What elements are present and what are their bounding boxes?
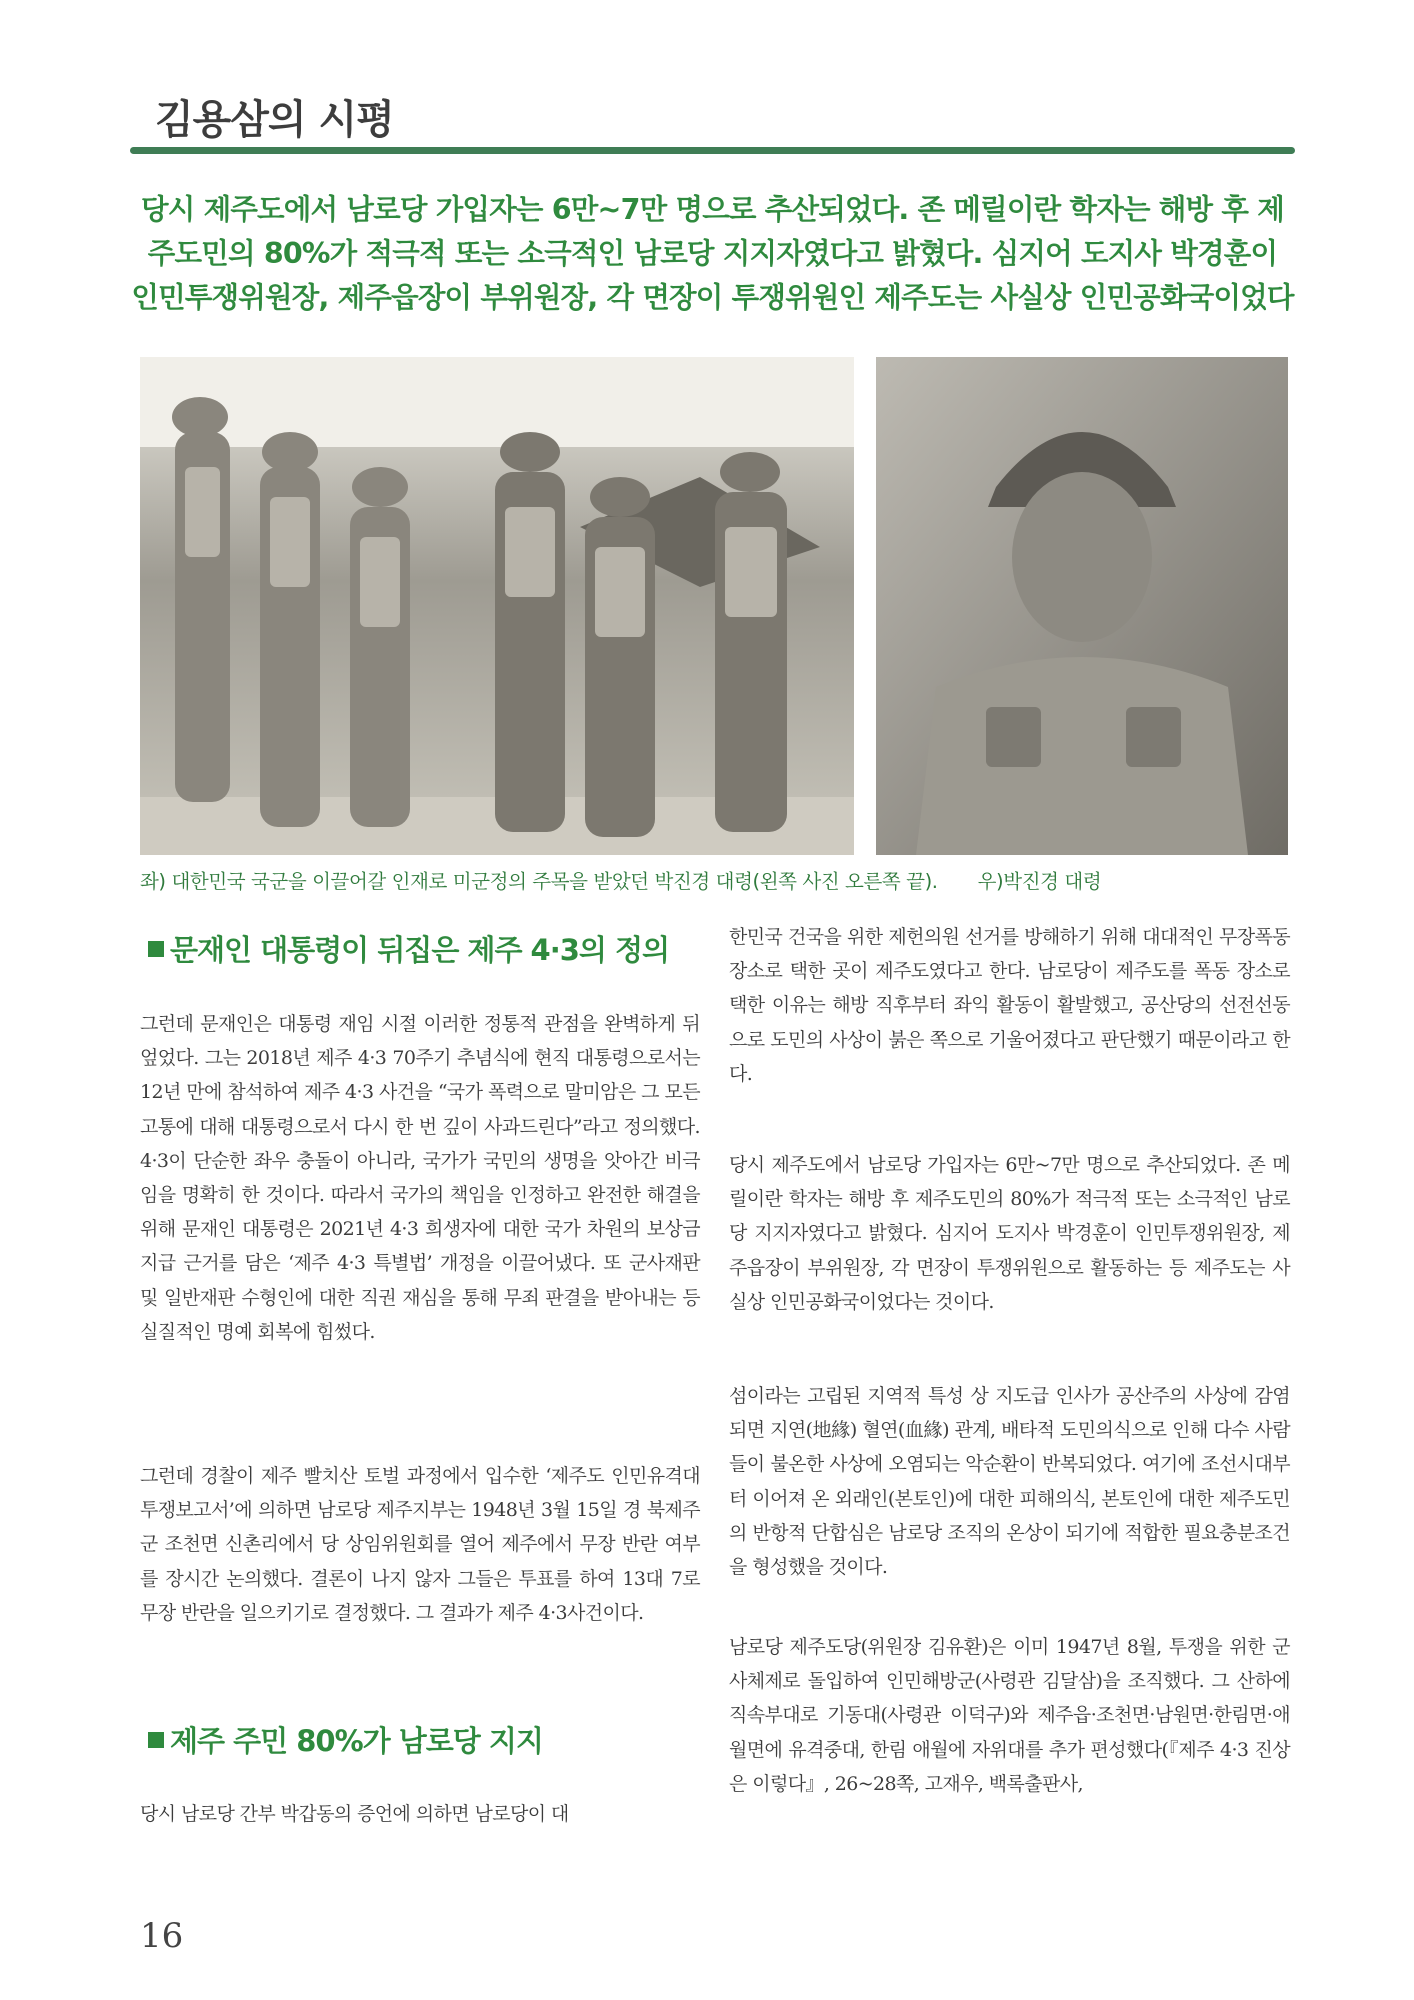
right-paragraph-4: 남로당 제주도당(위원장 김유환)은 이미 1947년 8월, 투쟁을 위한 군사체제로 돌입하여 인민해방군(사령관 김달삼)을 조직했다. 그 산하에 직속부대로 기동대(사령관 이덕구)와 제주읍·조천면·남원면·한림면·애월면에 유격중대, 한림 애월에 자위대를 추가 편성했다(『제주 4·3 진상은 이렇다』, 26~28쪽, 고재우, 백록출판사, [729, 1636, 1290, 1795]
caption-right: 우)박진경 대령 [977, 870, 1102, 893]
pull-quote: 당시 제주도에서 남로당 가입자는 6만~7만 명으로 추산되었다. 존 메릴이란 학자는 해방 후 제주도민의 80%가 적극적 또는 소극적인 남로당 지지자였다고 밝혔다. 심지어 도지사 박경훈이 인민투쟁위원장, 제주읍장이 부위원장, 각 면장이 투쟁위원인 제주도는 사실상 인민공화국이었다 [131, 193, 1294, 314]
right-paragraph-2: 당시 제주도에서 남로당 가입자는 6만~7만 명으로 추산되었다. 존 메릴이란 학자는 해방 후 제주도민의 80%가 적극적 또는 소극적인 남로당 지지자였다고 밝혔다. 심지어 도지사 박경훈이 인민투쟁위원장, 제주읍장이 부위원장, 각 면장이 투쟁위원으로 활동하는 등 제주도는 사실상 인민공화국이었다는 것이다. [729, 1154, 1290, 1313]
photo-caption [140, 866, 1290, 894]
portrait-photo [876, 357, 1288, 855]
square-bullet-icon [148, 941, 164, 957]
left-paragraph-3: 당시 남로당 간부 박갑동의 증언에 의하면 남로당이 대 [140, 1803, 569, 1825]
left-paragraph-1: 그런데 문재인은 대통령 재임 시절 이러한 정통적 관점을 완벽하게 뒤엎었다. 그는 2018년 제주 4·3 70주기 추념식에 현직 대통령으로서는 12년 만에 참석하여 제주 4·3 사건을 “국가 폭력으로 말미암은 그 모든 고통에 대해 대통령으로서 다시 한 번 깊이 사과드린다”라고 정의했다. 4·3이 단순한 좌우 충돌이 아니라, 국가가 국민의 생명을 앗아간 비극임을 명확히 한 것이다. 따라서 국가의 책임을 인정하고 완전한 해결을 위해 문재인 대통령은 2021년 4·3 희생자에 대한 국가 차원의 보상금 지급 근거를 담은 ‘제주 4·3 특별법’ 개정을 이끌어냈다. 또 군사재판 및 일반재판 수형인에 대한 직권 재심을 통해 무죄 판결을 받아내는 등 실질적인 명예 회복에 힘썼다. [140, 1013, 700, 1343]
subhead-2 [148, 1719, 543, 1760]
page-number: 16 [140, 1916, 184, 1956]
title-rule [130, 147, 1295, 154]
square-bullet-icon [148, 1732, 164, 1748]
subhead-1-text: 문재인 대통령이 뒤집은 제주 4·3의 정의 [170, 933, 670, 967]
right-paragraph-3: 섬이라는 고립된 지역적 특성 상 지도급 인사가 공산주의 사상에 감염되면 지연(地緣) 혈연(血緣) 관계, 배타적 도민의식으로 인해 다수 사람들이 불온한 사상에 오염되는 악순환이 반복되었다. 여기에 조선시대부터 이어져 온 외래인(본토인)에 대한 피해의식, 본토인에 대한 제주도민의 반항적 단합심은 남로당 조직의 온상이 되기에 적합한 필요충분조건을 형성했을 것이다. [729, 1385, 1290, 1579]
group-photo [140, 357, 854, 855]
section-title: 김용삼의 시평 [155, 97, 394, 143]
right-paragraph-1: 한민국 건국을 위한 제헌의원 선거를 방해하기 위해 대대적인 무장폭동 장소로 택한 곳이 제주도였다고 한다. 남로당이 제주도를 폭동 장소로 택한 이유는 해방 직후부터 좌익 활동이 활발했고, 공산당의 선전선동으로 도민의 사상이 붉은 쪽으로 기울어졌다고 판단했기 때문이라고 한다. [729, 926, 1290, 1085]
caption-left: 좌) 대한민국 국군을 이끌어갈 인재로 미군정의 주목을 받았던 박진경 대령(왼쪽 사진 오른쪽 끝). [140, 870, 938, 893]
subhead-2-text: 제주 주민 80%가 남로당 지지 [170, 1724, 543, 1758]
subhead-1 [148, 928, 669, 969]
left-paragraph-2: 그런데 경찰이 제주 빨치산 토벌 과정에서 입수한 ‘제주도 인민유격대 투쟁보고서’에 의하면 남로당 제주지부는 1948년 3월 15일 경 북제주군 조천면 신촌리에서 당 상임위원회를 열어 제주에서 무장 반란 여부를 장시간 논의했다. 결론이 나지 않자 그들은 투표를 하여 13대 7로 무장 반란을 일으키기로 결정했다. 그 결과가 제주 4·3사건이다. [140, 1465, 700, 1624]
